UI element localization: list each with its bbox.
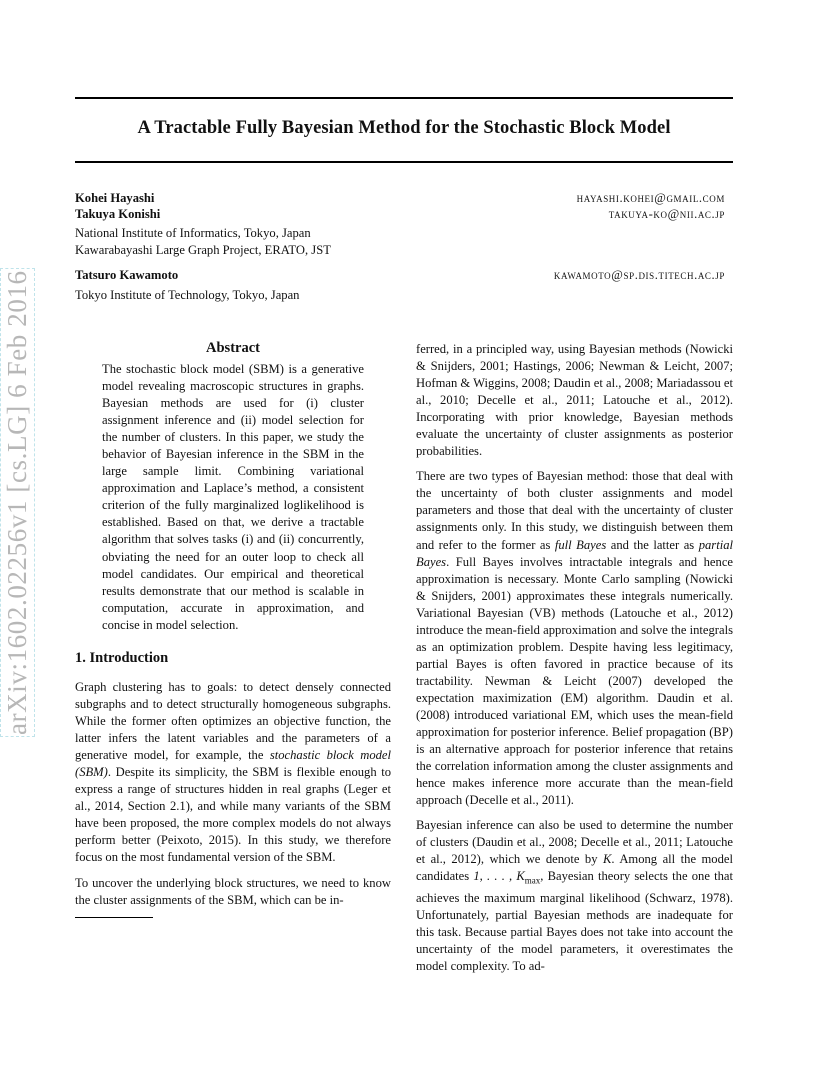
section-heading: 1. Introduction [75, 650, 169, 666]
author-email: takuya-ko@nii.ac.jp [608, 207, 725, 221]
body-paragraph: ferred, in a principled way, using Bayesian methods (Nowicki & Snijders, 2001; Hastings, 2006; Newman & Leicht, 2007; Hofman & Wiggins, 2008; Daudin et al., 2008; Mariadassou et al., 2010; Decelle et al., 2011; Latouche et al., 2012). Incorporating with prior knowledge, Bayesian methods evaluate the uncertainty of cluster assignments as posterior probabilities. [416, 342, 733, 459]
affiliation: National Institute of Informatics, Tokyo, Japan [75, 226, 311, 240]
abstract-heading: Abstract [206, 340, 260, 356]
abstract-text [102, 361, 364, 634]
author-name: Tatsuro Kawamoto [75, 268, 179, 282]
intro-paragraph: To uncover the underlying block structures, we need to know the cluster assignments of the SBM, which can be in- [75, 875, 391, 907]
author-email: kawamoto@sp.dis.titech.ac.jp [553, 268, 725, 282]
body-paragraph: Bayesian inference can also be used to determine the number of clusters (Daudin et al., 2008; Decelle et al., 2011; Latouche et al., 2012), which we denote by K. Among all the model candidates 1, . . . , $K_{max}$, Bayesian theory selects the one that achieves the maximum marginal likelihood (Schwarz, 1978). Unfortunately, partial Bayesian methods are inadequate for this task. Because partial Bayes does not take into account the uncertainty of the model parameters, it overestimates the model complexity. To ad- [416, 818, 733, 974]
affiliation: Kawarabayashi Large Graph Project, ERATO, JST [75, 243, 331, 257]
top-rule [75, 97, 733, 99]
affiliation: Tokyo Institute of Technology, Tokyo, Japan [75, 288, 300, 302]
paper-title: A Tractable Fully Bayesian Method for the Stochastic Block Model [137, 118, 671, 138]
author-name: Kohei Hayashi [75, 191, 155, 205]
body-paragraph: There are two types of Bayesian method: those that deal with the uncertainty of both cluster assignments and model parameters and those that deal with the uncertainty of cluster assignments only. In this study, we distinguish between them and refer to the former as full Bayes and the latter as partial Bayes. Full Bayes involves intractable integrals and hence approximation is necessary. Monte Carlo sampling (Nowicki & Snijders, 2001) approximates these integrals numerically. Variational Bayesian (VB) methods (Latouche et al., 2012) introduce the mean-field approximation and solve the integrals as an optimization problem. Despite having less legitimacy, partial Bayes is often favored in practice because of its tractability. Newman & Leicht (2007) developed the expectation maximization (EM) algorithm. Daudin et al. (2008) introduced variational EM, which uses the mean-field approximation for posterior inference. Belief propagation (BP) is an alternative approach for posterior inference that retains the correlation information among the cluster assignments and hence makes inference more accurate than the mean-field approach (Decelle et al., 2011). [416, 469, 733, 808]
author-name: Takuya Konishi [75, 207, 161, 221]
footnote-rule [75, 917, 153, 918]
right-column [416, 341, 733, 975]
abstract-paragraph: The stochastic block model (SBM) is a generative model revealing macroscopic structures in graphs. Bayesian methods are used for (i) cluster assignment inference and (ii) model selection for the number of clusters. In this paper, we study the behavior of Bayesian inference in the SBM in the large sample limit. Combining variational approximation and Laplace’s method, a consistent criterion of the fully marginalized loglikelihood is established. Based on that, we derive a tractable algorithm that solves tasks (i) and (ii) concurrently, obviating the need for an outer loop to check all model candidates. Our empirical and theoretical results demonstrate that our method is scalable in computation, accurate in approximation, and concise in model selection. [102, 362, 364, 632]
title-rule [75, 161, 733, 163]
author-email: hayashi.kohei@gmail.com [576, 191, 725, 205]
intro-column [75, 679, 391, 909]
intro-paragraph: Graph clustering has to goals: to detect densely connected subgraphs and to detect structurally homogeneous subgraphs. While the former often optimizes an objective function, the latter infers the latent variables and the parameters of a generative model, for example, the stochastic block model (SBM). Despite its simplicity, the SBM is flexible enough to express a range of structures hidden in real graphs (Leger et al., 2014, Section 2.1), and while many variants of the SBM have been proposed, the more complex models do not always perform better (Peixoto, 2015). In this study, we therefore focus on the most fundamental version of the SBM. [75, 680, 391, 865]
arxiv-stamp: arXiv:1602.02256v1 [cs.LG] 6 Feb 2016 [2, 270, 32, 735]
